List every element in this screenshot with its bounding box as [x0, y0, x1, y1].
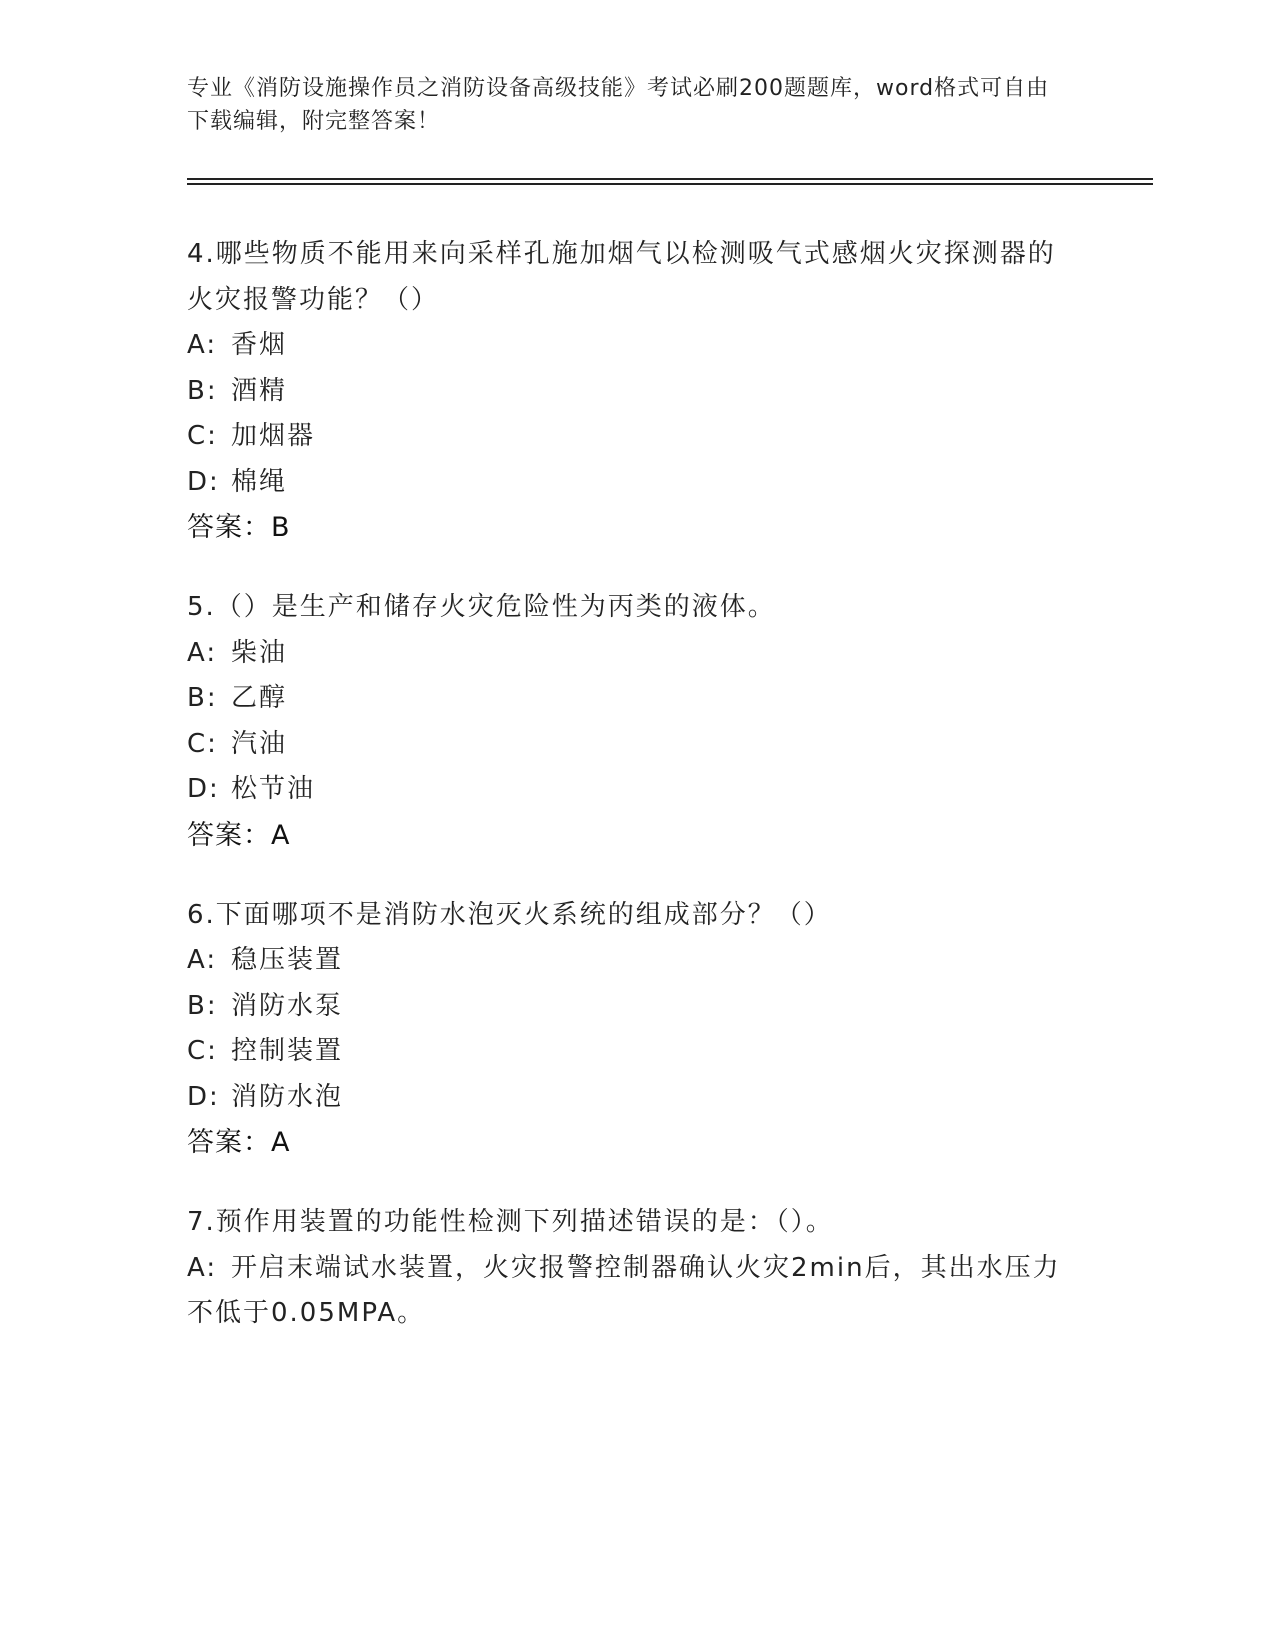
option-letter: B: — [187, 990, 218, 1021]
question-list — [187, 232, 1067, 1371]
option-letter: A: — [187, 1252, 218, 1283]
option-a — [187, 1246, 1067, 1337]
option-text: 汽油 — [231, 728, 288, 759]
question-4 — [187, 232, 1067, 551]
option-letter: D: — [187, 1081, 220, 1112]
header-divider-top — [187, 178, 1153, 180]
option-a — [187, 631, 1067, 677]
option-a — [187, 323, 1067, 369]
option-d — [187, 1075, 1067, 1121]
document-header: 专业《消防设施操作员之消防设备高级技能》考试必刷200题题库，word格式可自由下载编辑，附完整答案！ — [187, 76, 1050, 134]
option-letter: C: — [187, 1036, 218, 1066]
option-text: 加烟器 — [231, 421, 316, 451]
option-text: 酒精 — [231, 375, 288, 406]
question-text: 6.下面哪项不是消防水泡灭火系统的组成部分？（） — [187, 899, 832, 930]
option-text: 控制装置 — [231, 1036, 344, 1066]
answer-line: 答案：A — [187, 819, 291, 851]
question-5 — [187, 585, 1067, 859]
option-b — [187, 369, 1067, 415]
question-text: 7.预作用装置的功能性检测下列描述错误的是：（）。 — [187, 1207, 834, 1237]
option-b — [187, 984, 1067, 1030]
header-divider-bottom — [187, 183, 1153, 185]
option-letter: A: — [187, 637, 218, 668]
option-text: 乙醇 — [231, 683, 288, 713]
question-6 — [187, 893, 1067, 1167]
option-text: 消防水泡 — [231, 1081, 344, 1112]
option-letter: D: — [187, 466, 220, 497]
option-text: 消防水泵 — [231, 990, 344, 1021]
option-letter: C: — [187, 421, 218, 451]
option-a — [187, 938, 1067, 984]
option-text: 棉绳 — [231, 466, 288, 497]
option-letter: A: — [187, 330, 218, 360]
answer-line: 答案：A — [187, 1127, 291, 1158]
option-letter: D: — [187, 774, 220, 804]
option-text: 稳压装置 — [231, 945, 344, 975]
option-c — [187, 722, 1067, 768]
option-b — [187, 676, 1067, 722]
option-d — [187, 767, 1067, 813]
question-text: 5.（）是生产和储存火灾危险性为丙类的液体。 — [187, 592, 776, 622]
option-d — [187, 460, 1067, 506]
option-letter: C: — [187, 728, 218, 759]
option-letter: B: — [187, 375, 218, 406]
option-c — [187, 1029, 1067, 1075]
question-7 — [187, 1200, 1067, 1337]
option-text: 香烟 — [231, 330, 288, 360]
option-text: 柴油 — [231, 637, 288, 668]
option-letter: B: — [187, 683, 218, 713]
option-text: 松节油 — [231, 774, 316, 804]
question-text: 4.哪些物质不能用来向采样孔施加烟气以检测吸气式感烟火灾探测器的火灾报警功能？（） — [187, 239, 1056, 315]
option-letter: A: — [187, 945, 218, 975]
option-c — [187, 414, 1067, 460]
option-text: 开启末端试水装置，火灾报警控制器确认火灾2min后，其出水压力不低于0.05MPA。 — [187, 1252, 1061, 1328]
answer-line: 答案：B — [187, 512, 291, 543]
